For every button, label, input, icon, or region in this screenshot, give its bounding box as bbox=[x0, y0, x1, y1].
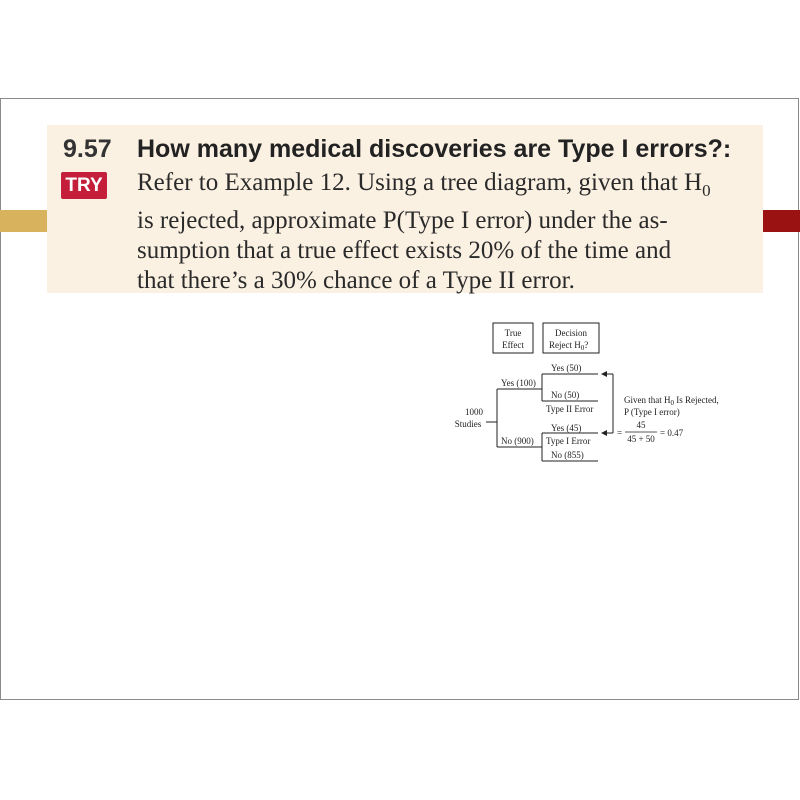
decision-label-2: Reject $H_0$? bbox=[549, 340, 589, 352]
fraction-denominator: 45 + 50 bbox=[627, 434, 655, 444]
leaf-yes-yes-label: Yes (50) bbox=[551, 363, 582, 373]
problem-line-1: Refer to Example 12. Using a tree diagram, given that $H_0$ bbox=[137, 169, 711, 200]
given-label: Given that $H_0$ Is Rejected, bbox=[624, 395, 719, 407]
leaf-no-no-label: No (855) bbox=[551, 450, 584, 460]
branch-no-label: No (900) bbox=[501, 436, 534, 446]
equals-sign: = bbox=[617, 428, 623, 438]
problem-line-2: is rejected, approximate P(Type I error) under the as- bbox=[137, 207, 668, 234]
equation-result: = 0.47 bbox=[660, 428, 684, 438]
try-badge: TRY bbox=[61, 172, 107, 199]
probability-label: P (Type I error) bbox=[624, 407, 680, 417]
branch-yes-label: Yes (100) bbox=[501, 378, 536, 388]
problem-line-4: that there’s a 30% chance of a Type II error. bbox=[137, 267, 575, 294]
decision-label-1: Decision bbox=[555, 328, 587, 338]
problem-number: 9.57 bbox=[63, 135, 112, 163]
root-label-1: 1000 bbox=[465, 407, 483, 417]
type-ii-error-note: Type II Error bbox=[546, 404, 594, 414]
root-label-2: Studies bbox=[454, 419, 482, 429]
problem-line-3: sumption that a true effect exists 20% of the time and bbox=[137, 237, 672, 264]
leaf-yes-no-label: No (50) bbox=[551, 390, 580, 400]
true-effect-label-2: Effect bbox=[502, 340, 524, 350]
problem-title: How many medical discoveries are Type I errors?: bbox=[137, 135, 732, 163]
type-i-error-note: Type I Error bbox=[546, 436, 591, 446]
leaf-no-yes-label: Yes (45) bbox=[551, 423, 582, 433]
fraction-numerator: 45 bbox=[636, 420, 646, 430]
true-effect-label-1: True bbox=[504, 328, 522, 338]
